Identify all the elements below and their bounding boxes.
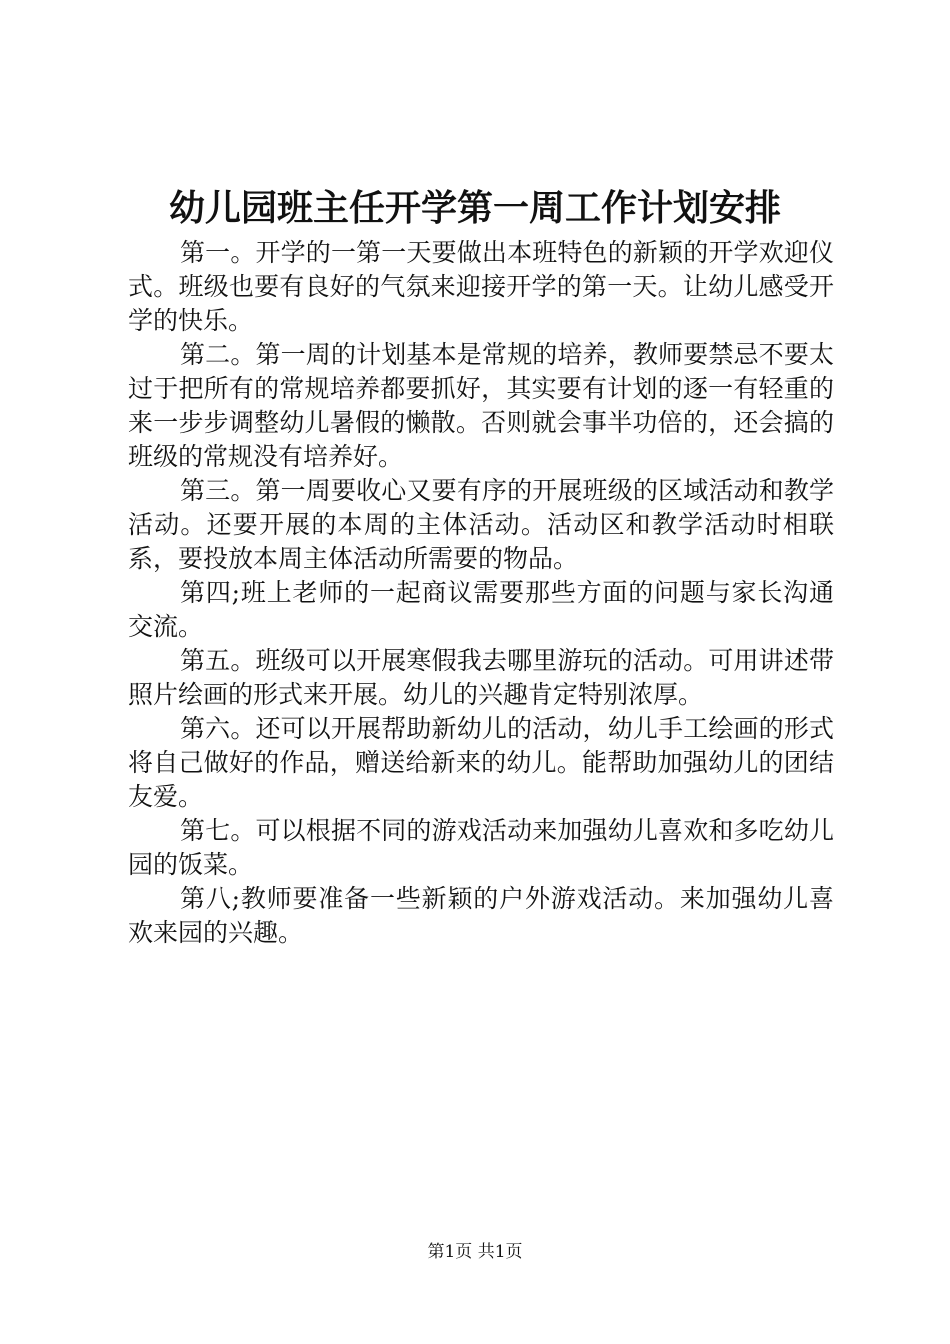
document-title: 幼儿园班主任开学第一周工作计划安排 xyxy=(168,187,781,229)
paragraph-4: 第四;班上老师的一起商议需要那些方面的问题与家长沟通交流。 xyxy=(128,578,834,641)
page-number-footer: 第1页 共1页 xyxy=(427,1242,523,1262)
paragraph-8: 第八;教师要准备一些新颖的户外游戏活动。来加强幼儿喜欢来园的兴趣。 xyxy=(128,884,834,947)
paragraph-1: 第一。开学的一第一天要做出本班特色的新颖的开学欢迎仪式。班级也要有良好的气氛来迎接开学的第一天。让幼儿感受开学的快乐。 xyxy=(128,238,834,335)
paragraph-5: 第五。班级可以开展寒假我去哪里游玩的活动。可用讲述带照片绘画的形式来开展。幼儿的兴趣肯定特别浓厚。 xyxy=(128,646,834,709)
paragraph-2: 第二。第一周的计划基本是常规的培养，教师要禁忌不要太过于把所有的常规培养都要抓好，其实要有计划的逐一有轻重的来一步步调整幼儿暑假的懒散。否则就会事半功倍的，还会搞的班级的常规没有培养好。 xyxy=(128,340,834,471)
document-body xyxy=(128,236,834,950)
paragraph-6: 第六。还可以开展帮助新幼儿的活动，幼儿手工绘画的形式将自己做好的作品，赠送给新来的幼儿。能帮助加强幼儿的团结友爱。 xyxy=(128,714,834,811)
paragraph-3: 第三。第一周要收心又要有序的开展班级的区域活动和教学活动。还要开展的本周的主体活动。活动区和教学活动时相联系，要投放本周主体活动所需要的物品。 xyxy=(128,476,834,573)
paragraph-7: 第七。可以根据不同的游戏活动来加强幼儿喜欢和多吃幼儿园的饭菜。 xyxy=(128,816,834,879)
